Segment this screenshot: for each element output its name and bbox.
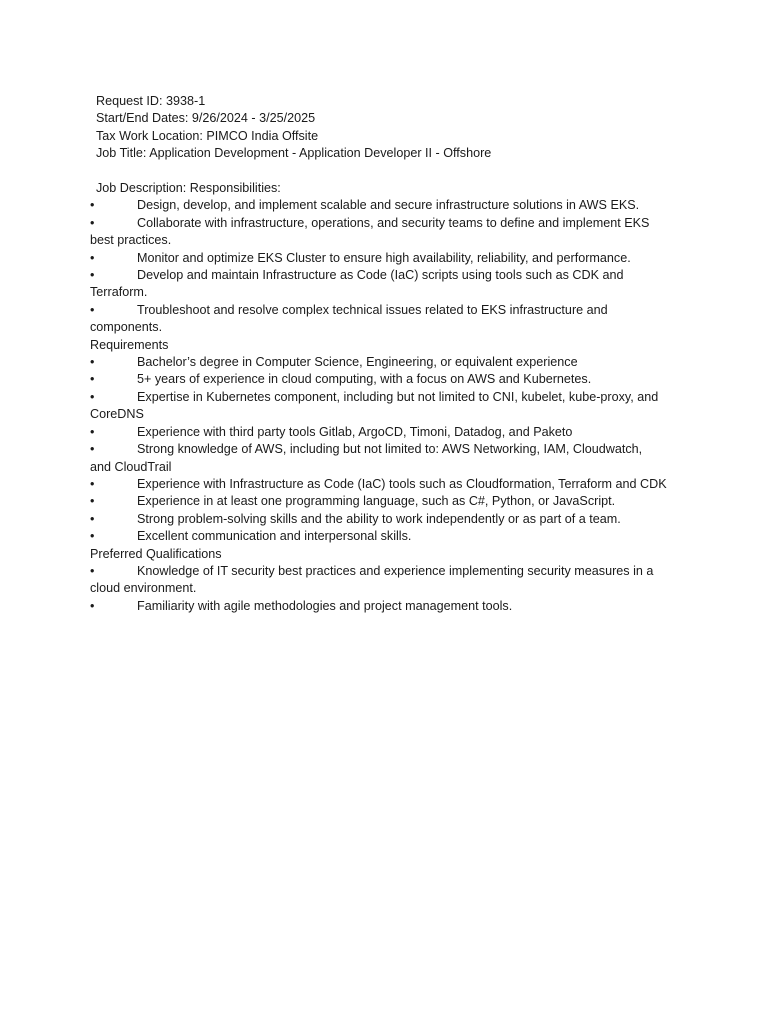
bullet-icon: • (90, 250, 95, 265)
list-item (90, 197, 676, 214)
list-item-continuation: CoreDNS (90, 407, 144, 422)
bullet-icon: • (90, 563, 95, 578)
bullet-icon: • (90, 598, 95, 613)
list-item-continuation: cloud environment. (90, 581, 197, 596)
list-item-text: Develop and maintain Infrastructure as Code (IaC) scripts using tools such as CDK and (137, 268, 624, 283)
responsibilities-list (90, 197, 676, 336)
list-item-continuation: Terraform. (90, 285, 148, 300)
list-item (90, 371, 676, 388)
list-item (90, 389, 676, 424)
bullet-icon: • (90, 215, 95, 230)
list-item (90, 598, 676, 615)
list-item-text: Troubleshoot and resolve complex technical issues related to EKS infrastructure and (137, 302, 608, 317)
preferred-qualifications-list (90, 563, 676, 615)
bullet-icon: • (90, 372, 95, 387)
document-page (90, 93, 676, 615)
list-item (90, 476, 676, 493)
preferred-qualifications-heading: Preferred Qualifications (90, 546, 222, 561)
request-id: Request ID: 3938-1 (96, 94, 206, 108)
list-item (90, 511, 676, 528)
tax-work-location: Tax Work Location: PIMCO India Offsite (96, 128, 319, 143)
list-item-text: Design, develop, and implement scalable and secure infrastructure solutions in AWS EKS. (137, 198, 640, 213)
list-item-text: Experience with Infrastructure as Code (IaC) tools such as Cloudformation, Terraform and CDK (137, 476, 667, 491)
spacer (90, 163, 676, 180)
list-item-continuation: best practices. (90, 233, 172, 248)
list-item (90, 267, 676, 302)
bullet-icon: • (90, 529, 95, 544)
list-item-text: Knowledge of IT security best practices and experience implementing security measures in a (137, 563, 654, 578)
list-item-text: Excellent communication and interpersonal skills. (137, 529, 412, 544)
bullet-icon: • (90, 389, 95, 404)
list-item-text: Bachelor’s degree in Computer Science, Engineering, or equivalent experience (137, 355, 578, 370)
bullet-icon: • (90, 511, 95, 526)
list-item (90, 302, 676, 337)
requirements-heading: Requirements (90, 337, 169, 352)
list-item-text: Familiarity with agile methodologies and project management tools. (137, 598, 513, 613)
list-item (90, 441, 676, 476)
bullet-icon: • (90, 355, 95, 370)
bullet-icon: • (90, 424, 95, 439)
bullet-icon: • (90, 476, 95, 491)
list-item (90, 215, 676, 250)
requirements-list (90, 354, 676, 545)
list-item (90, 528, 676, 545)
list-item-text: Expertise in Kubernetes component, including but not limited to CNI, kubelet, kube-proxy, and (137, 389, 659, 404)
start-end-dates: Start/End Dates: 9/26/2024 - 3/25/2025 (96, 111, 316, 126)
list-item-text: Strong knowledge of AWS, including but not limited to: AWS Networking, IAM, Cloudwatch, (137, 442, 643, 457)
list-item-continuation: and CloudTrail (90, 459, 172, 474)
bullet-icon: • (90, 198, 95, 213)
list-item (90, 250, 676, 267)
list-item-text: Monitor and optimize EKS Cluster to ensure high availability, reliability, and performance. (137, 250, 631, 265)
job-title: Job Title: Application Development - Application Developer II - Offshore (96, 146, 492, 161)
list-item (90, 563, 676, 598)
list-item-text: Collaborate with infrastructure, operations, and security teams to define and implement EKS (137, 215, 650, 230)
list-item-text: Strong problem-solving skills and the ability to work independently or as part of a team. (137, 511, 621, 526)
list-item-text: Experience with third party tools Gitlab, ArgoCD, Timoni, Datadog, and Paketo (137, 424, 573, 439)
list-item (90, 493, 676, 510)
list-item-text: 5+ years of experience in cloud computing, with a focus on AWS and Kubernetes. (137, 372, 592, 387)
bullet-icon: • (90, 442, 95, 457)
list-item (90, 354, 676, 371)
list-item (90, 424, 676, 441)
bullet-icon: • (90, 302, 95, 317)
job-description-heading: Job Description: Responsibilities: (96, 181, 281, 196)
bullet-icon: • (90, 268, 95, 283)
bullet-icon: • (90, 494, 95, 509)
list-item-continuation: components. (90, 320, 163, 335)
list-item-text: Experience in at least one programming language, such as C#, Python, or JavaScript. (137, 494, 616, 509)
